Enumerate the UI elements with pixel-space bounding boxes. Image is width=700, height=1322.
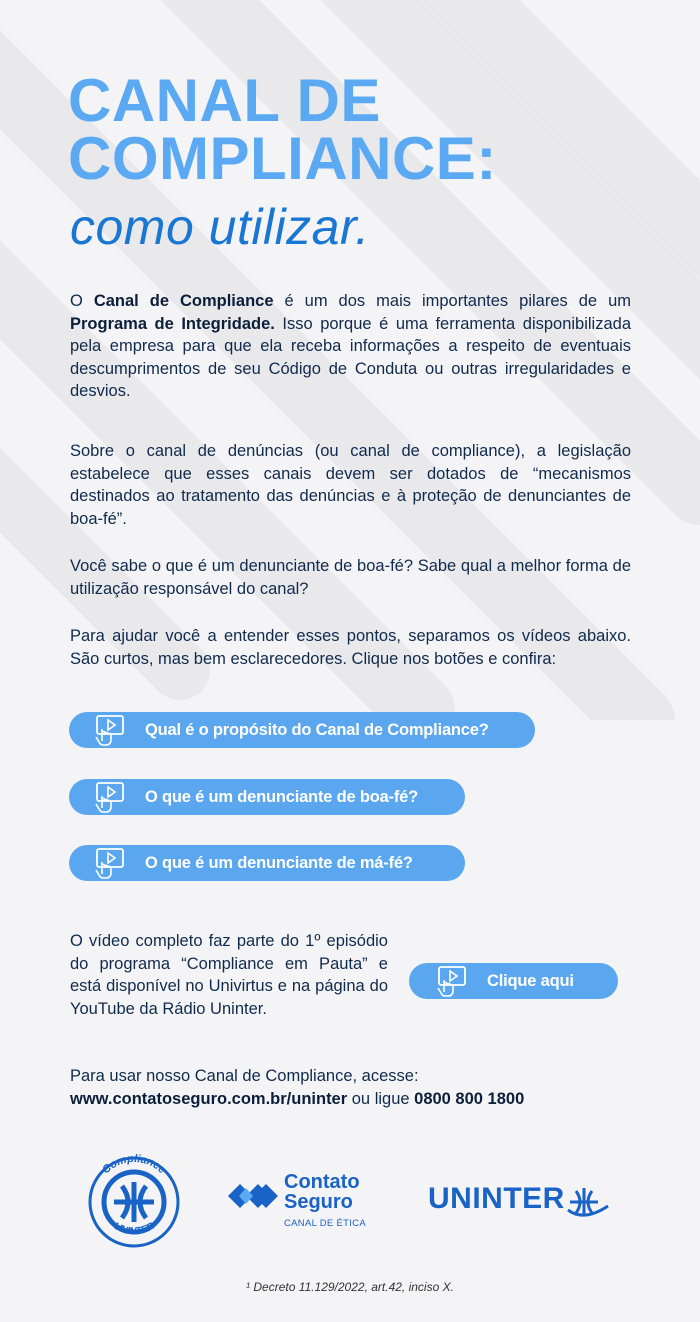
text-span: é um dos mais importantes pilares de um bbox=[273, 292, 631, 310]
intro-paragraph-2: Sobre o canal de denúncias (ou canal de compliance), a legislação estabelece que esses canais devem ser dotados de “mecanismos destinados ao tratamento das denúncias e à proteção de denunciantes de boa-fé”. bbox=[70, 442, 631, 528]
intro-paragraph-3: Você sabe o que é um denunciante de boa-fé? Sabe qual a melhor forma de utilização responsável do canal? bbox=[70, 557, 631, 598]
compliance-logo-bottom-text: UNINTER bbox=[111, 1220, 157, 1238]
contato-seguro-logo bbox=[226, 1171, 376, 1234]
contato-line-2: Seguro bbox=[284, 1191, 353, 1213]
compliance-logo-top-text: Compliance bbox=[100, 1152, 169, 1177]
clique-aqui-label: Clique aqui bbox=[487, 971, 574, 990]
video-button-label: Qual é o propósito do Canal de Compliance? bbox=[145, 720, 489, 739]
compliance-uninter-logo bbox=[84, 1148, 184, 1252]
intro-paragraph-4: Para ajudar você a entender esses pontos, separamos os vídeos abaixo. São curtos, mas bem esclarecedores. Clique nos botões e confira: bbox=[70, 627, 631, 668]
contato-seguro-mark-icon bbox=[226, 1176, 280, 1216]
video-button-boa-fe[interactable] bbox=[69, 779, 465, 815]
contato-seguro-name bbox=[284, 1172, 360, 1212]
episode-paragraph: O vídeo completo faz parte do 1º episódio do programa “Compliance em Pauta” e está disponível no Univirtus e na página do YouTube da Rádio Uninter. bbox=[70, 932, 388, 1018]
contato-line-1: Contato bbox=[284, 1171, 360, 1193]
title-line-2: COMPLIANCE: bbox=[68, 125, 497, 192]
text-span: O bbox=[70, 292, 94, 310]
video-play-icon bbox=[91, 779, 135, 815]
contato-seguro-tagline: CANAL DE ÉTICA bbox=[284, 1218, 366, 1229]
video-button-label: O que é um denunciante de má-fé? bbox=[145, 853, 413, 872]
video-play-icon bbox=[433, 963, 477, 999]
bold-canal-de-compliance: Canal de Compliance bbox=[93, 292, 274, 310]
access-phone: 0800 800 1800 bbox=[414, 1090, 525, 1108]
video-button-label: O que é um denunciante de boa-fé? bbox=[145, 787, 419, 806]
intro-paragraph-1 bbox=[70, 290, 631, 403]
title-line-1: CANAL DE bbox=[68, 67, 381, 134]
access-line-2 bbox=[70, 1088, 631, 1111]
access-line-1: Para usar nosso Canal de Compliance, acesse: bbox=[70, 1067, 419, 1085]
uninter-logo bbox=[428, 1182, 618, 1222]
text-span: Isso porque é uma ferramenta disponibilizada pela empresa para que ela receba informações a respeito de eventuais descumprimentos de seu Código de Conduta ou outras irregularidades e desvios. bbox=[70, 314, 632, 400]
uninter-wordmark: UNINTER bbox=[428, 1182, 565, 1215]
bold-programa-de-integridade: Programa de Integridade. bbox=[70, 314, 275, 333]
page-title bbox=[68, 67, 497, 192]
video-play-icon bbox=[91, 712, 135, 748]
uninter-globe-icon bbox=[564, 1182, 612, 1222]
text-span: ou ligue bbox=[347, 1090, 415, 1108]
access-url-link[interactable]: www.contatoseguro.com.br/uninter bbox=[70, 1090, 348, 1108]
footnote: ¹ Decreto 11.129/2022, art.42, inciso X. bbox=[246, 1280, 454, 1294]
page-subtitle: como utilizar. bbox=[70, 199, 370, 255]
video-button-proposito[interactable] bbox=[69, 712, 535, 748]
clique-aqui-button[interactable] bbox=[409, 963, 618, 999]
video-button-ma-fe[interactable] bbox=[69, 845, 465, 881]
video-play-icon bbox=[91, 845, 135, 881]
